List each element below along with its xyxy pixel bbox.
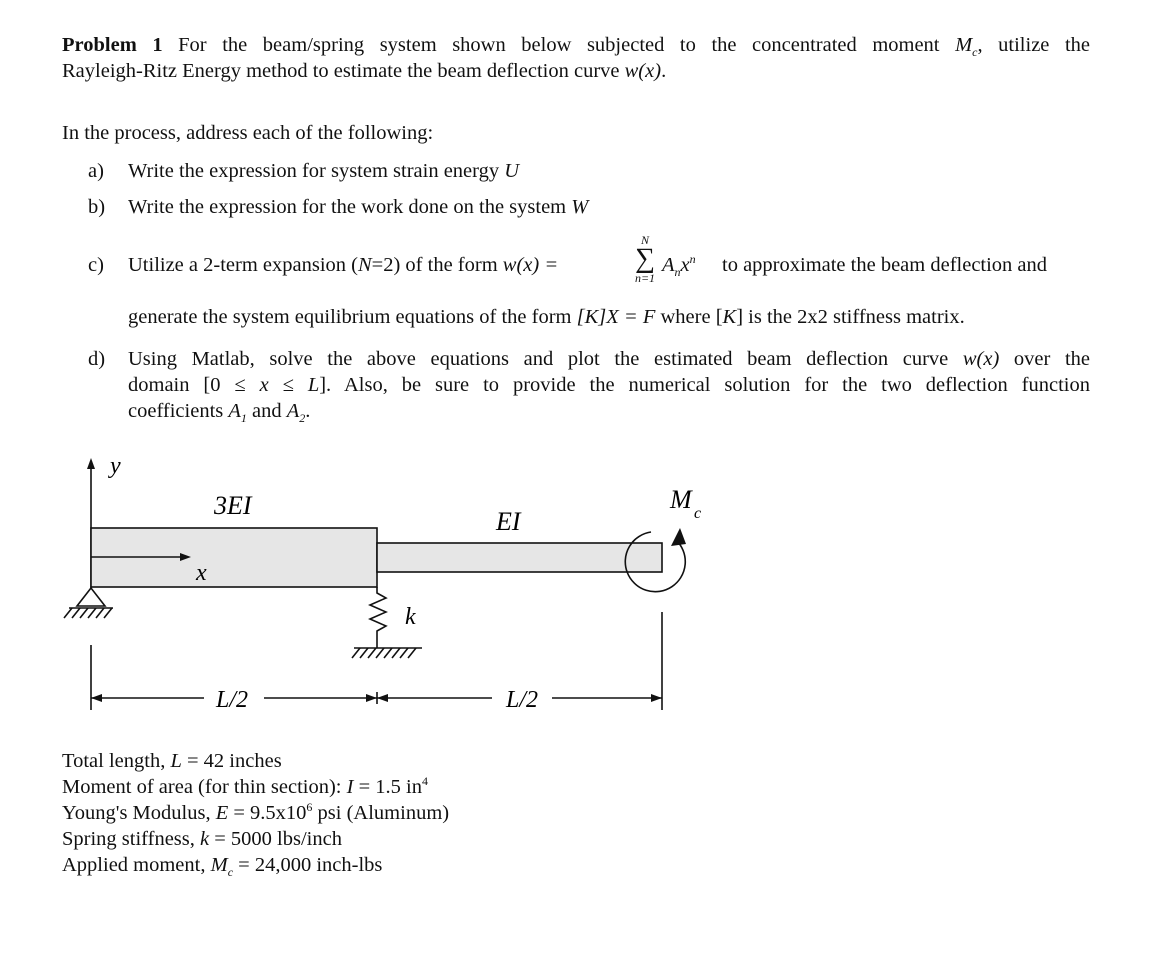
spring: [370, 587, 386, 648]
x-axis-label: x: [196, 560, 207, 586]
specs-list: [62, 748, 449, 878]
problem-label: Problem 1: [62, 34, 163, 56]
moment-arrowhead: [671, 528, 686, 546]
problem-text-2b: .: [661, 60, 667, 82]
item-c-label: c): [88, 254, 104, 276]
item-d-line-2: domain [0 ≤ x ≤ L]. Also, be sure to provide the numerical solution for the two deflection function: [128, 374, 1090, 396]
spec-moment-of-area: Moment of area (for thin section): I = 1.5 $in^4$: [62, 774, 428, 798]
item-c-text-1-end: to approximate the beam deflection and: [722, 254, 1048, 276]
item-c-text-2: generate the system equilibrium equations of the form [K]X = F where [K] is the 2x2 stiffness matrix.: [128, 306, 965, 328]
spec-spring-stiffness: Spring stiffness, k = 5000 lbs/inch: [62, 828, 342, 850]
beam-section-ei: [377, 543, 662, 572]
dim-label-left: L/2: [216, 687, 249, 713]
problem-text-1b: , utilize the: [977, 34, 1091, 56]
problem-text-2a: Rayleigh-Ritz Energy method to estimate the beam deflection curve: [62, 60, 620, 82]
spec-total-length: Total length, L = 42 inches: [62, 750, 282, 772]
problem-deflection-fn: w(x): [624, 60, 662, 82]
intro-text: In the process, address each of the following:: [62, 122, 434, 144]
problem-line-2: [62, 58, 666, 84]
work-symbol: W: [571, 196, 589, 218]
problem-moment-symbol: $M_c$: [955, 34, 978, 60]
problem-line-1: [62, 32, 1090, 58]
y-axis-arrowhead: [87, 458, 95, 469]
moment-label: M: [670, 485, 692, 514]
dim-label-right: L/2: [506, 687, 539, 713]
moment-sub-label: c: [694, 505, 702, 522]
item-d-label: d): [88, 348, 106, 370]
pin-support: [77, 588, 105, 606]
spring-label: k: [405, 604, 416, 630]
item-d-line-3: coefficients $A_1$ and $A_2$.: [128, 400, 311, 426]
section-3ei-label: 3EI: [214, 491, 252, 520]
item-b-label: b): [88, 196, 106, 218]
expansion-lhs: w(x) =: [502, 254, 559, 276]
pin-ground-hatch: [64, 608, 112, 618]
beam-diagram: [0, 440, 1168, 720]
spec-youngs-modulus: Young's Modulus, $E = 9.5x10^6$ psi (Aluminum): [62, 800, 450, 824]
equilibrium-equation: [K]X = F: [576, 306, 656, 328]
item-b-text: Write the expression for the work done on the system W: [128, 196, 589, 218]
spring-ground-hatch: [352, 648, 416, 658]
item-d-line-1: Using Matlab, solve the above equations and plot the estimated beam deflection curve w(x) over the: [128, 348, 1090, 370]
summation-symbol: N ∑ n=1: [634, 233, 656, 285]
problem-text-1a: For the beam/spring system shown below subjected to the concentrated moment: [178, 34, 940, 56]
expansion-term: $A_nx^n$: [662, 252, 696, 280]
section-ei-label: EI: [496, 507, 521, 536]
strain-energy-symbol: U: [504, 160, 520, 182]
item-a-text: Write the expression for system strain energy U: [128, 160, 520, 182]
y-axis-label: y: [110, 453, 121, 479]
item-a-label: a): [88, 160, 104, 182]
spec-applied-moment: Applied moment, $M_c = 24,000$ inch-lbs: [62, 854, 383, 880]
item-c-text-1: Utilize a 2-term expansion (N=2) of the form w(x) =: [128, 254, 559, 276]
